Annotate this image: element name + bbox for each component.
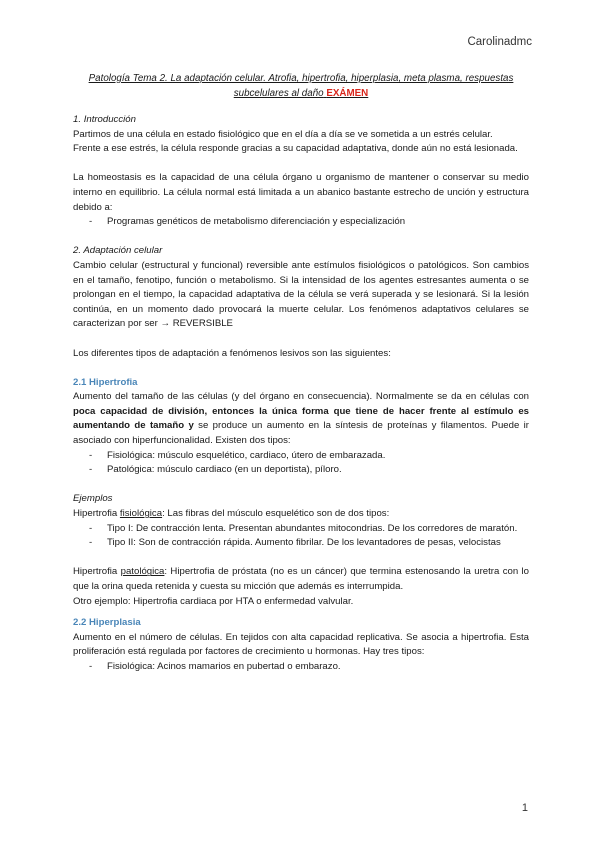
list-item: - Tipo I: De contracción lenta. Presentan abundantes mitocondrias. De los corredores de maratón.: [89, 522, 529, 537]
page-number: 1: [521, 802, 528, 814]
list-item: - Fisiológica: músculo esquelético, cardiaco, útero de embarazada.: [89, 449, 529, 464]
paragraph: La homeostasis es la capacidad de una célula órgano u organismo de mantener o conservar su medio interno en equilibrio. La célula normal está limitada a un abanico bastante estrecho de unción y estructura debido a:: [73, 172, 529, 213]
text-run: se produce un aumento en la síntesis de proteínas y filamentos. Puede ir asociado con hiperfuncionalidad. Existen dos tipos:: [73, 420, 529, 447]
list-item: - Patológica: músculo cardiaco (en un deportista), píloro.: [89, 463, 529, 478]
text-run: ,: [204, 405, 213, 417]
author-name: Carolinadmc: [467, 36, 532, 48]
paragraph: Frente a ese estrés, la célula responde gracias a su capacidad adaptativa, donde aún no está lesionada.: [73, 143, 518, 155]
bullet-list: [73, 215, 529, 230]
paragraph: Los diferentes tipos de adaptación a fenómenos lesivos son las siguientes:: [73, 347, 391, 359]
list-item: - Programas genéticos de metabolismo diferenciación y especialización: [89, 215, 529, 230]
text-run: Hipertrofia: [73, 566, 121, 578]
section-number: 1.: [73, 114, 82, 125]
section-title: Introducción: [83, 114, 136, 125]
paragraph: Cambio celular (estructural y funcional) reversible ante estímulos fisiológicos o patológicos. Son cambios en el tamaño, fenotipo, función o metabolismo. Si la intensidad de los agentes estresantes aumenta o se prolongan en el tiempo, la capacidad adaptativa de la célula se verá superada y se lesionará. Si la lesión continúa, en un momento dado provocará la muerte celular. Los fenómenos adaptativos celulares se caracterizan por ser → REVERSIBLE: [73, 259, 529, 330]
paragraph: [73, 390, 529, 448]
bullet-list: [73, 449, 529, 478]
section-heading-adaptation: [73, 244, 529, 259]
text-run: Aumento del tamaño de las células (y del órgano en consecuencia). Normalmente se da en células con: [73, 391, 529, 403]
section-heading-intro: [73, 113, 529, 128]
underlined-text: patológica: [120, 566, 165, 578]
bold-text: entonces la única forma que tiene de hacer frente al estímulo es aumentando de tamaño y: [73, 405, 529, 432]
document-body: [73, 72, 529, 675]
document-title: [73, 72, 529, 101]
examples-heading: Ejemplos: [73, 493, 113, 505]
bullet-list: [73, 660, 529, 675]
paragraph: Partimos de una célula en estado fisiológico que en el día a día se ve sometida a un estrés celular.: [73, 128, 493, 140]
bullet-list: [73, 522, 529, 551]
text-run: : Las fibras del músculo esquelético son de dos tipos:: [162, 508, 390, 520]
list-item: - Tipo II: Son de contracción rápida. Aumento fibrilar. De los levantadores de pesas, velocistas: [89, 536, 529, 551]
subsection-heading-hypertrophy: 2.1 Hipertrofia: [73, 376, 138, 388]
title-text: Patología Tema 2. La adaptación celular. Atrofia, hipertrofia, hiperplasia, meta plasma, respuestas subcelulares al daño: [88, 73, 514, 99]
paragraph: Aumento en el número de células. En tejidos con alta capacidad replicativa. Se asocia a hipertrofia. Esta proliferación está regulada por factores de crecimiento u hormonas. Hay tres tipos:: [73, 631, 529, 658]
paragraph: Otro ejemplo: Hipertrofia cardiaca por HTA o enfermedad valvular.: [73, 595, 354, 607]
section-title: Adaptación celular: [83, 245, 163, 257]
text-run: : Hipertrofia de próstata (no es un cáncer) que termina estenosando la uretra con lo que la orina queda retenida y cuesta su micción que además es interrumpida.: [73, 566, 530, 592]
text-run: Hipertrofia: [73, 508, 120, 520]
list-item: - Fisiológica: Acinos mamarios en pubertad o embarazo.: [89, 660, 529, 675]
bold-text: poca capacidad de división: [73, 405, 205, 417]
paragraph: [73, 565, 529, 594]
paragraph: [73, 507, 529, 522]
underlined-text: fisiológica: [119, 508, 163, 520]
subsection-heading-hyperplasia: 2.2 Hiperplasia: [73, 617, 141, 629]
section-number: 2.: [73, 245, 82, 257]
exam-badge: EXÁMEN: [326, 87, 369, 99]
